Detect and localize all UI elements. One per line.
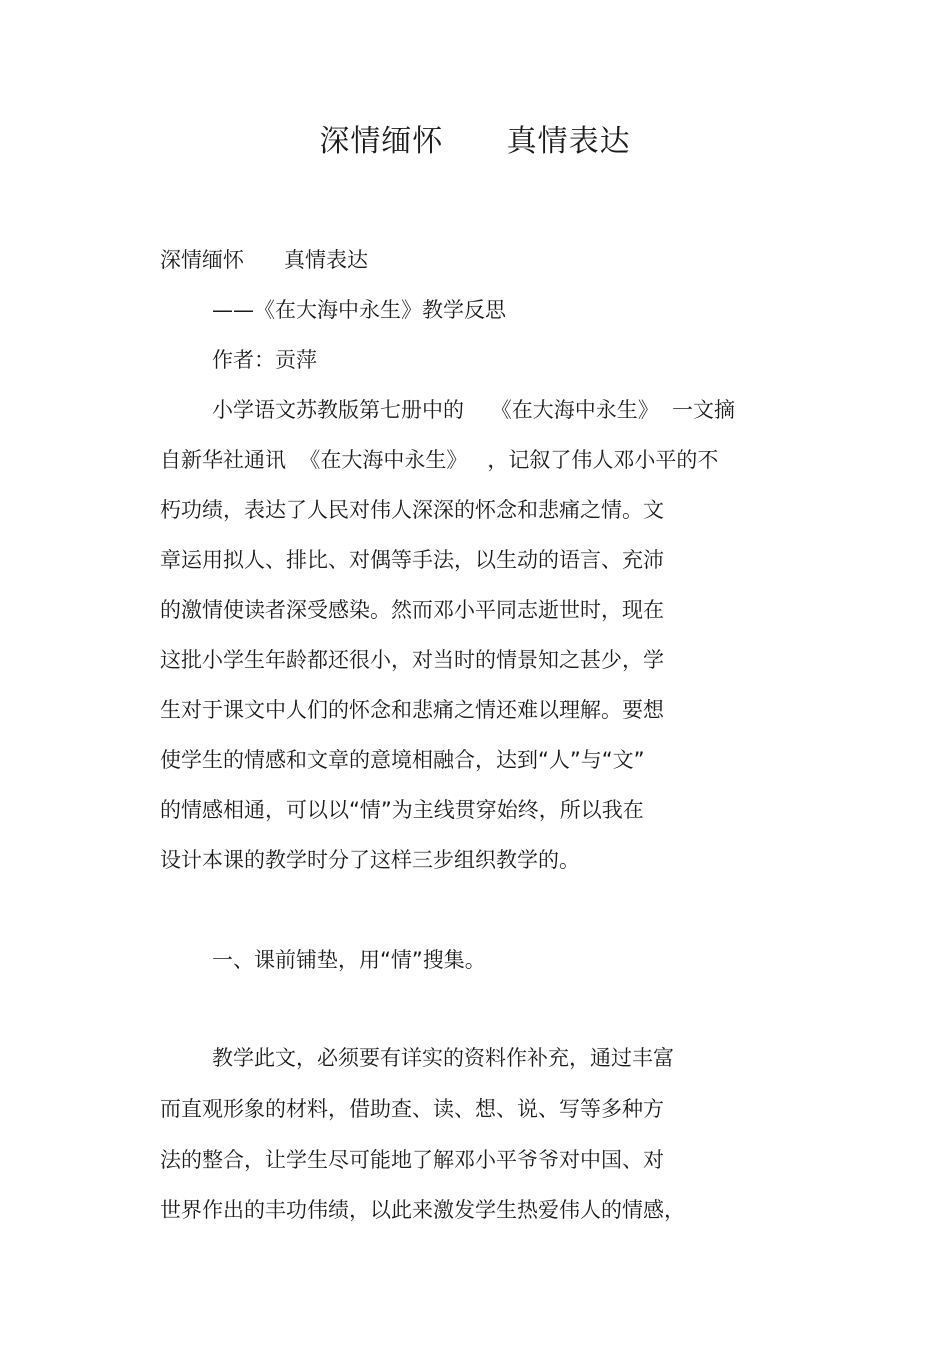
header-heading: 深情缅怀 真情表达	[160, 248, 369, 272]
paragraph-line: 生对于课文中人们的怀念和悲痛之情还难以理解。要想	[160, 698, 664, 722]
paragraph-line: 教学此文，必须要有详实的资料作补充，通过丰富	[212, 1046, 674, 1070]
paragraph-line: 的激情使读者深受感染。然而邓小平同志逝世时，现在	[160, 598, 664, 622]
paragraph-line: 自新华社通讯 《在大海中永生》 ，记叙了伟人邓小平的不	[160, 448, 719, 472]
document-title: 深情缅怀 真情表达	[319, 124, 631, 159]
paragraph-line: 世界作出的丰功伟绩，以此来激发学生热爱伟人的情感，	[160, 1198, 685, 1222]
paragraph-line: 法的整合，让学生尽可能地了解邓小平爷爷对中国、对	[160, 1148, 664, 1172]
section-one-heading: 一、课前铺垫，用“情”搜集。	[212, 948, 486, 972]
paragraph-line: 使学生的情感和文章的意境相融合，达到“人”与“文”	[160, 748, 645, 772]
paragraph-line: 这批小学生年龄都还很小，对当时的情景知之甚少，学	[160, 648, 664, 672]
paragraph-line: 设计本课的教学时分了这样三步组织教学的。	[160, 848, 580, 872]
header-subtitle: ——《在大海中永生》教学反思	[212, 298, 506, 322]
paragraph-line: 章运用拟人、排比、对偶等手法，以生动的语言、充沛	[160, 548, 664, 572]
paragraph-line: 小学语文苏教版第七册中的 《在大海中永生》 一文摘	[212, 398, 736, 422]
paragraph-line: 朽功绩，表达了人民对伟人深深的怀念和悲痛之情。文	[160, 498, 664, 522]
header-author: 作者：贡萍	[212, 348, 317, 372]
paragraph-line: 而直观形象的材料，借助查、读、想、说、写等多种方	[160, 1097, 664, 1121]
paragraph-line: 的情感相通，可以以“情”为主线贯穿始终，所以我在	[160, 798, 644, 822]
